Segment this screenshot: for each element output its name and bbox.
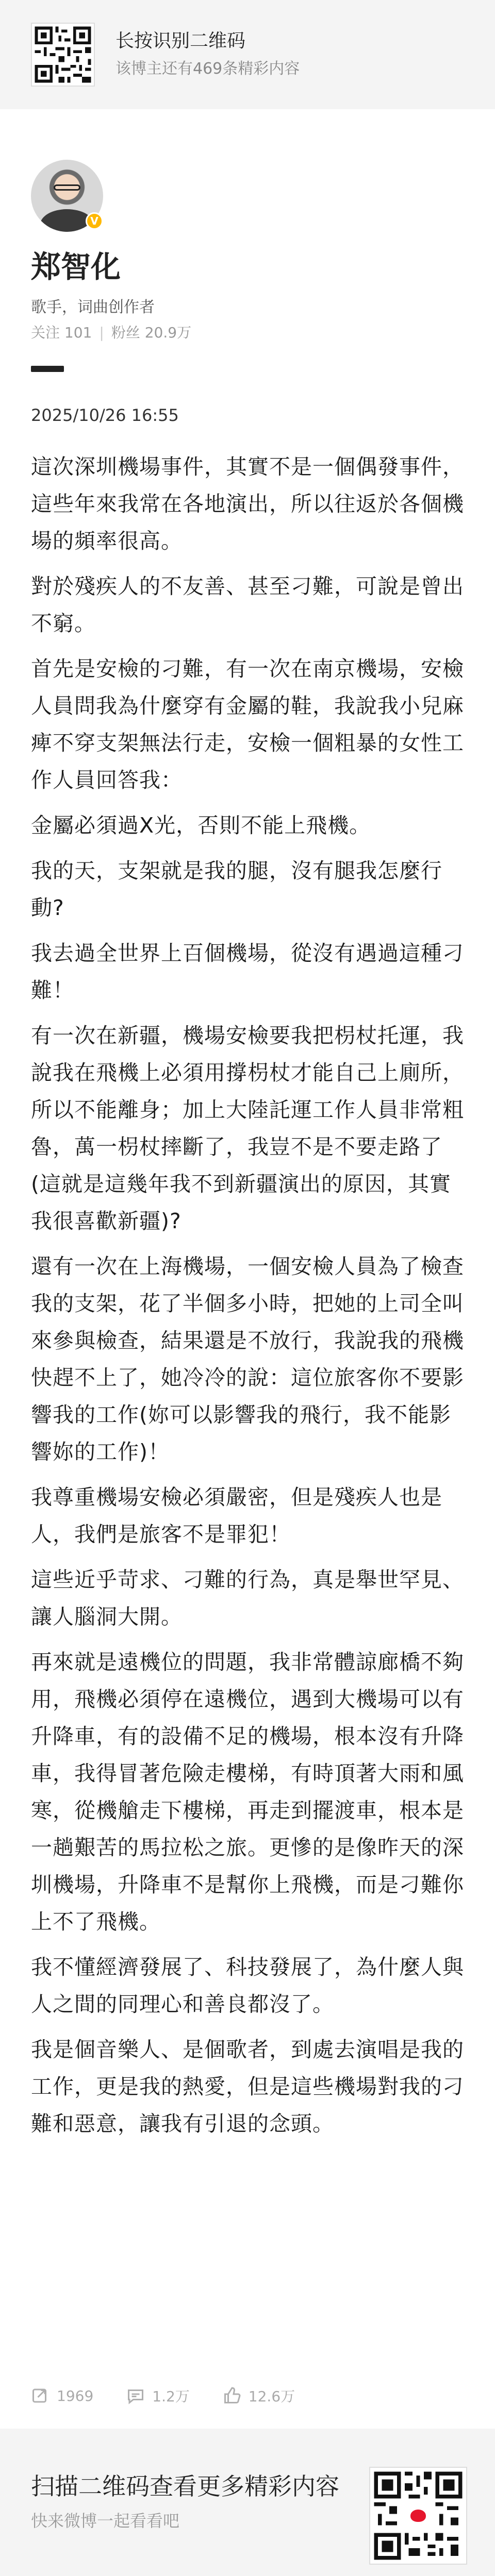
comment-button[interactable]: [126, 2385, 190, 2406]
author-description: 歌手，词曲创作者: [31, 298, 155, 316]
repost-icon: [31, 2386, 50, 2405]
post-paragraph: 我尊重機場安檢必須嚴密，但是殘疾人也是人，我們是旅客不是罪犯！: [31, 1485, 442, 1547]
qr-code-icon[interactable]: [31, 23, 95, 87]
follow-label: 关注: [31, 324, 60, 341]
thumbs-up-icon: [223, 2386, 241, 2405]
author-stats: [31, 323, 464, 343]
qr-footer[interactable]: [0, 2429, 495, 2576]
post-paragraph: 金屬必須過X光，否則不能上飛機。: [31, 813, 371, 838]
post-paragraph: 我是個音樂人、是個歌者，到處去演唱是我的工作，更是我的熱愛，但是這些機場對我的刁難和惡意，讓我有引退的念頭。: [31, 2037, 464, 2136]
fans-count: 20.9万: [144, 324, 192, 341]
post-paragraph: 我的天，支架就是我的腿，沒有腿我怎麼行動?: [31, 858, 442, 920]
post-paragraph: 還有一次在上海機場，一個安檢人員為了檢查我的支架，花了半個多小時，把她的上司全叫來參與檢查，結果還是不放行，我說我的飛機快趕不上了，她冷冷的說：這位旅客你不要影響我的工作(妳可以影響我的飛行，我不能影響妳的工作)！: [31, 1254, 464, 1464]
repost-button[interactable]: [31, 2386, 93, 2405]
follow-count: 101: [64, 324, 92, 341]
author-name[interactable]: 郑智化: [31, 249, 121, 284]
banner-title: 长按识别二维码: [116, 30, 246, 52]
section-divider: [31, 366, 64, 372]
author-profile: [31, 160, 464, 372]
post-paragraph: 我不懂經濟發展了、科技發展了，為什麼人與人之間的同理心和善良都沒了。: [31, 1955, 464, 2016]
footer-subtitle: 快来微博一起看看吧: [31, 2511, 180, 2531]
comment-icon: [126, 2386, 145, 2405]
post-content: [31, 448, 468, 2150]
qr-top-banner[interactable]: [0, 0, 495, 109]
comment-count: 1.2万: [152, 2388, 190, 2405]
footer-title: 扫描二维码查看更多精彩内容: [31, 2472, 339, 2500]
repost-count: 1969: [57, 2387, 94, 2404]
fans-label: 粉丝: [111, 324, 140, 341]
post-paragraph: 我去過全世界上百個機場，從沒有遇過這種刁難！: [31, 941, 464, 1003]
post-actions: [31, 2380, 464, 2411]
post-date: 2025/10/26 16:55: [31, 405, 179, 425]
avatar[interactable]: [31, 160, 103, 232]
banner-subtitle: 该博主还有469条精彩内容: [116, 60, 300, 78]
post-paragraph: 這次深圳機場事件，其實不是一個偶發事件，這些年來我常在各地演出，所以往返於各個機場的頻率很高。: [31, 454, 464, 553]
weibo-logo-icon: [407, 2504, 430, 2527]
post-paragraph: 有一次在新疆，機場安檢要我把枴杖托運，我說我在飛機上必須用撐枴杖才能自己上廁所，所以不能離身；加上大陸託運工作人員非常粗魯，萬一枴杖摔斷了，我豈不是不要走路了(這就是這幾年我不到新疆演出的原因，其實我很喜歡新疆)?: [31, 1023, 464, 1233]
qr-code-icon[interactable]: [369, 2467, 467, 2565]
verified-badge-icon: V: [86, 212, 103, 230]
stats-separator: |: [99, 324, 104, 341]
post-paragraph: 這些近乎苛求、刁難的行為，真是舉世罕見、讓人腦洞大開。: [31, 1567, 464, 1629]
post-paragraph: 對於殘疾人的不友善、甚至刁難，可說是曾出不窮。: [31, 574, 464, 636]
post-paragraph: 再來就是遠機位的問題，我非常體諒廊橋不夠用，飛機必須停在遠機位，遇到大機場可以有升降車，有的設備不足的機場，根本沒有升降車，我得冒著危險走樓梯，有時頂著大雨和風寒，從機艙走下樓梯，再走到擺渡車，根本是一趟艱苦的馬拉松之旅。更慘的是像昨天的深圳機場，升降車不是幫你上飛機，而是刁難你上不了飛機。: [31, 1650, 464, 1934]
like-button[interactable]: [223, 2385, 295, 2406]
like-count: 12.6万: [248, 2388, 295, 2405]
post-paragraph: 首先是安檢的刁難，有一次在南京機場，安檢人員問我為什麼穿有金屬的鞋，我說我小兒麻痺不穿支架無法行走，安檢一個粗暴的女性工作人員回答我：: [31, 656, 464, 792]
